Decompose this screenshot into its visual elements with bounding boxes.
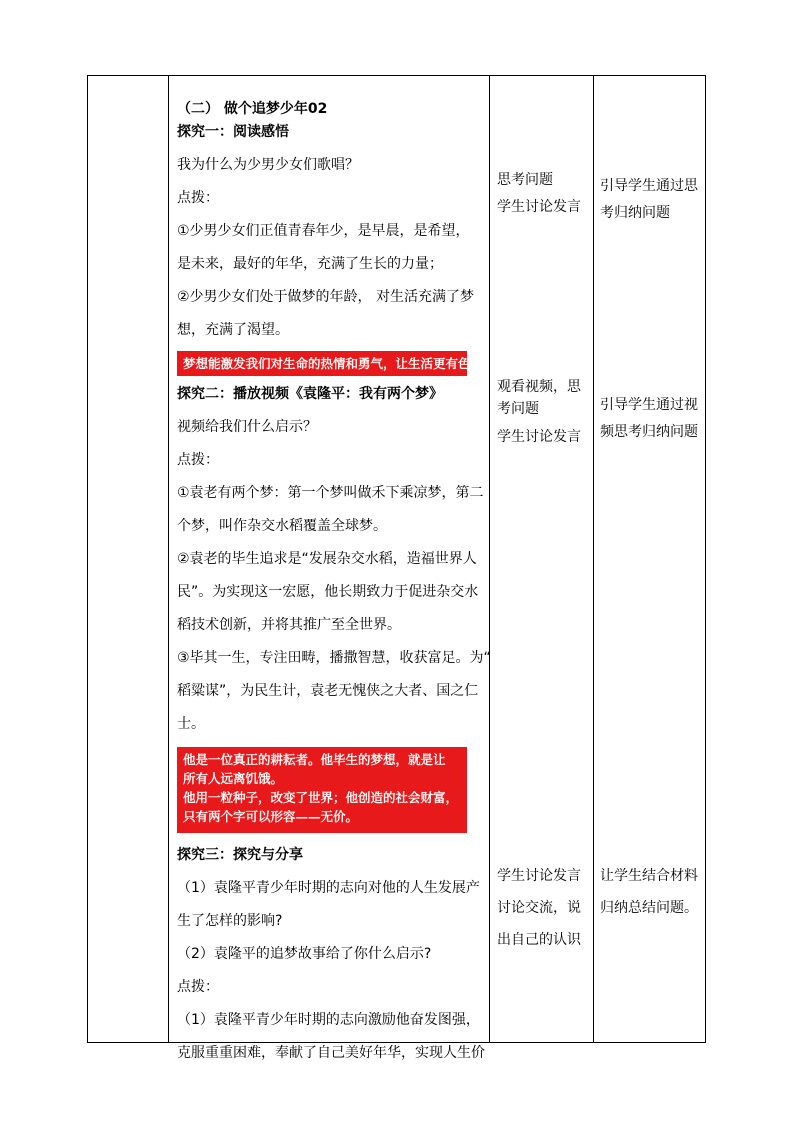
explore3-title: 探究三：探究与分享 [177, 847, 303, 863]
explore2-design-intent [600, 392, 698, 446]
banner-line: 他是一位真正的耕耘者。他毕生的梦想，就是让 [183, 752, 446, 767]
lesson-plan-table [87, 75, 706, 1061]
explore1-line: ①少男少女们正值青春年少，是早晨，是希望， [177, 223, 470, 239]
explore1-title: 探究一：阅读感悟 [177, 124, 289, 140]
explore3-design-intent [600, 860, 698, 924]
explore1-student-activity [497, 167, 581, 221]
column-divider [168, 76, 169, 1042]
explore3-line: （1）袁隆平青少年时期的志向对他的人生发展产 [177, 880, 480, 896]
banner-line: 所有人远离饥饿。 [183, 771, 284, 786]
explore3-student-activity [497, 860, 581, 956]
design-intent-line: 引导学生通过视 [600, 397, 698, 413]
explore2-line: 士。 [177, 716, 205, 732]
design-intent-line: 考归纳问题 [600, 205, 670, 221]
explore3-line: 点拨： [177, 979, 219, 995]
design-intent-line: 引导学生通过思 [600, 178, 698, 194]
banner-line: 他用一粒种子，改变了世界；他创造的社会财富， [183, 790, 459, 805]
explore3-line: 生了怎样的影响? [177, 913, 283, 929]
explore2-line: 民”。为实现这一宏愿，他长期致力于促进杂交水 [177, 584, 479, 600]
student-activity-line: 学生讨论发言 [497, 868, 581, 884]
explore2-student-activity [497, 376, 581, 448]
column-divider [489, 76, 490, 1042]
explore2-banner [177, 747, 467, 833]
explore2-hint-label: 点拨： [177, 452, 219, 468]
explore1-line: 是未来，最好的年华，充满了生长的力量； [177, 256, 443, 272]
column-divider [593, 76, 594, 1042]
explore1-question: 我为什么为少男少女们歌唱？ [177, 157, 359, 173]
explore2-line: ②袁老的毕生追求是“发展杂交水稻，造福世界人 [177, 551, 477, 567]
explore1-banner: 梦想能激发我们对生命的热情和勇气，让生活更有色彩。 [177, 351, 467, 376]
explore2-line: 稻粱谋”，为民生计，袁老无愧侠之大者、国之仁 [177, 683, 479, 699]
explore2-line: 稻技术创新，并将其推广至全世界。 [177, 617, 401, 633]
section-heading: （二） 做个追梦少年02 [177, 101, 328, 117]
explore2-line: 个梦，叫作杂交水稻覆盖全球梦。 [177, 518, 387, 534]
explore3-line: （2）袁隆平的追梦故事给了你什么启示? [177, 946, 432, 962]
banner-line: 只有两个字可以形容——无价。 [183, 809, 359, 824]
explore2-line: ①袁老有两个梦：第一个梦叫做禾下乘凉梦，第二 [177, 485, 484, 501]
explore2-question: 视频给我们什么启示？ [177, 419, 317, 435]
explore3-line: 克服重重困难，奉献了自己美好年华，实现人生价 [177, 1045, 485, 1061]
student-activity-line: 出自己的认识 [497, 932, 581, 948]
student-activity-line: 观看视频，思 [497, 379, 581, 395]
explore1-line: ②少男少女们处于做梦的年龄， 对生活充满了梦 [177, 289, 474, 305]
student-activity-line: 讨论交流，说 [497, 900, 581, 916]
student-activity-line: 思考问题 [497, 172, 553, 188]
explore1-design-intent [600, 173, 698, 227]
design-intent-line: 让学生结合材料 [600, 868, 698, 884]
explore1-hint-label: 点拨： [177, 190, 219, 206]
student-activity-line: 学生讨论发言 [497, 199, 581, 215]
student-activity-line: 学生讨论发言 [497, 429, 581, 445]
design-intent-line: 归纳总结问题。 [600, 900, 698, 916]
explore2-title: 探究二：播放视频《袁隆平：我有两个梦》 [177, 386, 443, 402]
explore3-line: （1）袁隆平青少年时期的志向激励他奋发图强， [177, 1012, 480, 1028]
teaching-content-cell [177, 93, 496, 1070]
explore1-line: 想，充满了渴望。 [177, 322, 289, 338]
student-activity-line: 考问题 [497, 401, 539, 417]
design-intent-line: 频思考归纳问题 [600, 424, 698, 440]
explore2-line: ③毕其一生，专注田畴，播撒智慧，收获富足。为“ [177, 650, 491, 666]
